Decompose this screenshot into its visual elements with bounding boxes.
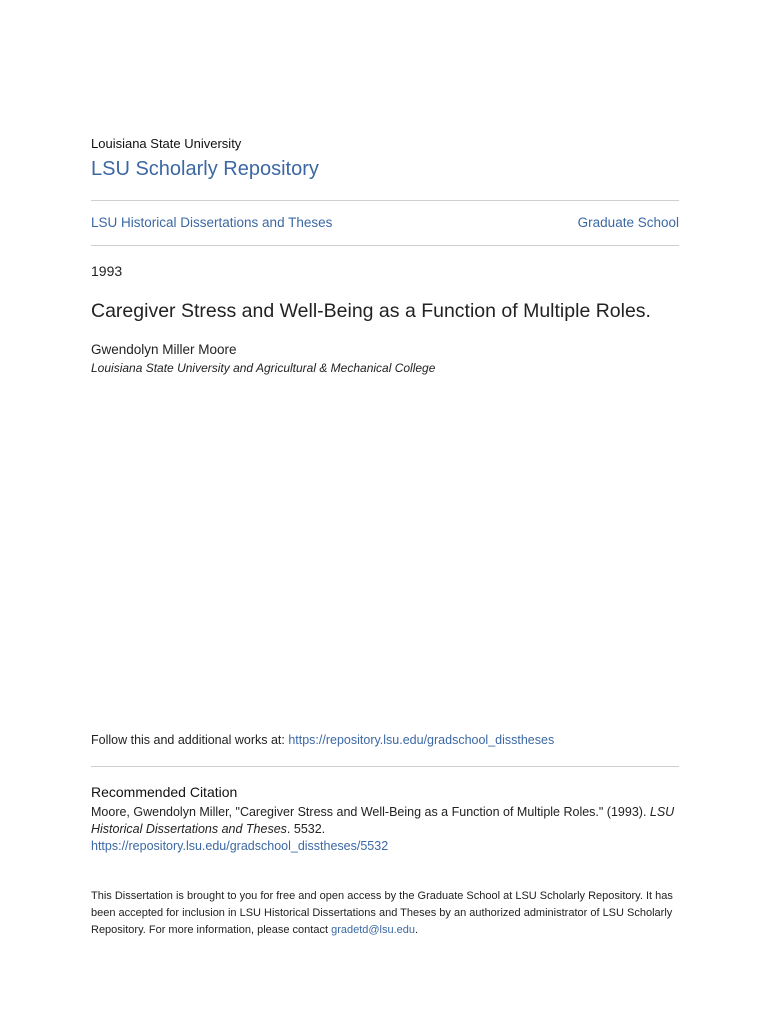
author-affiliation: Louisiana State University and Agricultural & Mechanical College <box>91 361 436 375</box>
citation-url-link[interactable]: https://repository.lsu.edu/gradschool_disstheses/5532 <box>91 839 389 853</box>
citation-series: LSU Historical Dissertations and Theses <box>91 805 675 836</box>
document-title: Caregiver Stress and Well-Being as a Function of Multiple Roles. <box>91 300 651 322</box>
notice-end: . <box>415 924 419 936</box>
contact-email-link[interactable]: gradetd@lsu.edu <box>331 924 416 936</box>
citation-number: . 5532. <box>286 822 326 836</box>
follow-line <box>91 733 679 747</box>
citation-text: Moore, Gwendolyn Miller, "Caregiver Stress and Well-Being as a Function of Multiple Roles." (1993). <box>91 805 650 819</box>
access-notice <box>91 888 679 939</box>
repository-name[interactable]: LSU Scholarly Repository <box>91 158 319 180</box>
breadcrumb <box>91 215 679 230</box>
divider <box>91 200 679 201</box>
notice-text: This Dissertation is brought to you for free and open access by the Graduate School at LSU Scholarly Repository. It has been accepted for inclusion in LSU Historical Dissertations and Theses by an authorized administrator of LSU Scholarly Repository. For more information, please contact <box>91 890 673 936</box>
follow-url-link[interactable]: https://repository.lsu.edu/gradschool_disstheses <box>288 733 555 747</box>
publication-year: 1993 <box>91 263 123 279</box>
divider <box>91 766 679 767</box>
institution-name: Louisiana State University <box>91 136 242 151</box>
follow-text: Follow this and additional works at: <box>91 733 289 747</box>
divider <box>91 245 679 246</box>
repository-link[interactable] <box>91 158 679 181</box>
author-name: Gwendolyn Miller Moore <box>91 342 237 357</box>
school-link[interactable]: Graduate School <box>577 215 679 230</box>
citation-heading: Recommended Citation <box>91 784 238 800</box>
cover-page <box>91 0 679 1024</box>
citation-body <box>91 804 679 855</box>
collection-link[interactable]: LSU Historical Dissertations and Theses <box>91 215 333 230</box>
